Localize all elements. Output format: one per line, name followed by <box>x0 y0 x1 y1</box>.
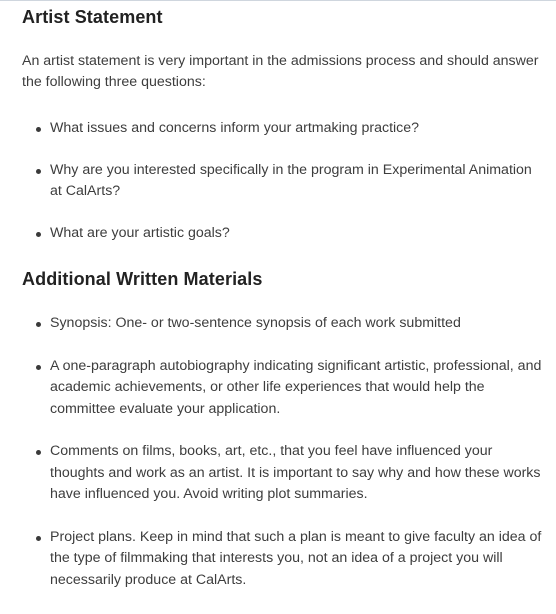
list-item-text: A one-paragraph autobiography indicating significant artistic, professional, and academic achievements, or other life experiences that would help the committee evaluate your application. <box>50 357 542 417</box>
list-item-text: What issues and concerns inform your artmaking practice? <box>50 120 420 136</box>
list-item <box>36 223 542 245</box>
bullet-icon <box>36 365 41 370</box>
bullet-icon <box>36 322 41 327</box>
list-item-text: What are your artistic goals? <box>50 224 230 241</box>
list-item-text: Project plans. Keep in mind that such a plan is meant to give faculty an idea of the type of filmmaking that interests you, not an idea of a project you will necessarily produce at CalArts. <box>50 528 542 588</box>
list-item <box>36 441 542 506</box>
bullet-icon <box>36 232 41 237</box>
list-item <box>36 313 542 335</box>
artist-statement-heading: Artist Statement <box>22 7 163 27</box>
list-item <box>36 118 542 140</box>
additional-materials-list <box>36 313 542 591</box>
bullet-icon <box>36 169 41 174</box>
bullet-icon <box>36 450 41 455</box>
list-item-text: Synopsis: One- or two-sentence synopsis of each work submitted <box>50 315 461 331</box>
list-item <box>36 356 542 421</box>
bullet-icon <box>36 127 41 132</box>
list-item <box>36 527 542 592</box>
list-item-text: Why are you interested specifically in the program in Experimental Animation at CalArts? <box>50 161 532 199</box>
list-item <box>36 160 542 203</box>
bullet-icon <box>36 536 41 541</box>
list-item-text: Comments on films, books, art, etc., that you feel have influenced your thoughts and work as an artist. It is important to say why and how these works have influenced you. Avoid writing plot summaries. <box>50 443 541 502</box>
artist-statement-questions-list <box>36 118 542 244</box>
artist-statement-intro: An artist statement is very important in the admissions process and should answer the following three questions: <box>22 53 539 90</box>
additional-materials-heading: Additional Written Materials <box>22 269 263 289</box>
